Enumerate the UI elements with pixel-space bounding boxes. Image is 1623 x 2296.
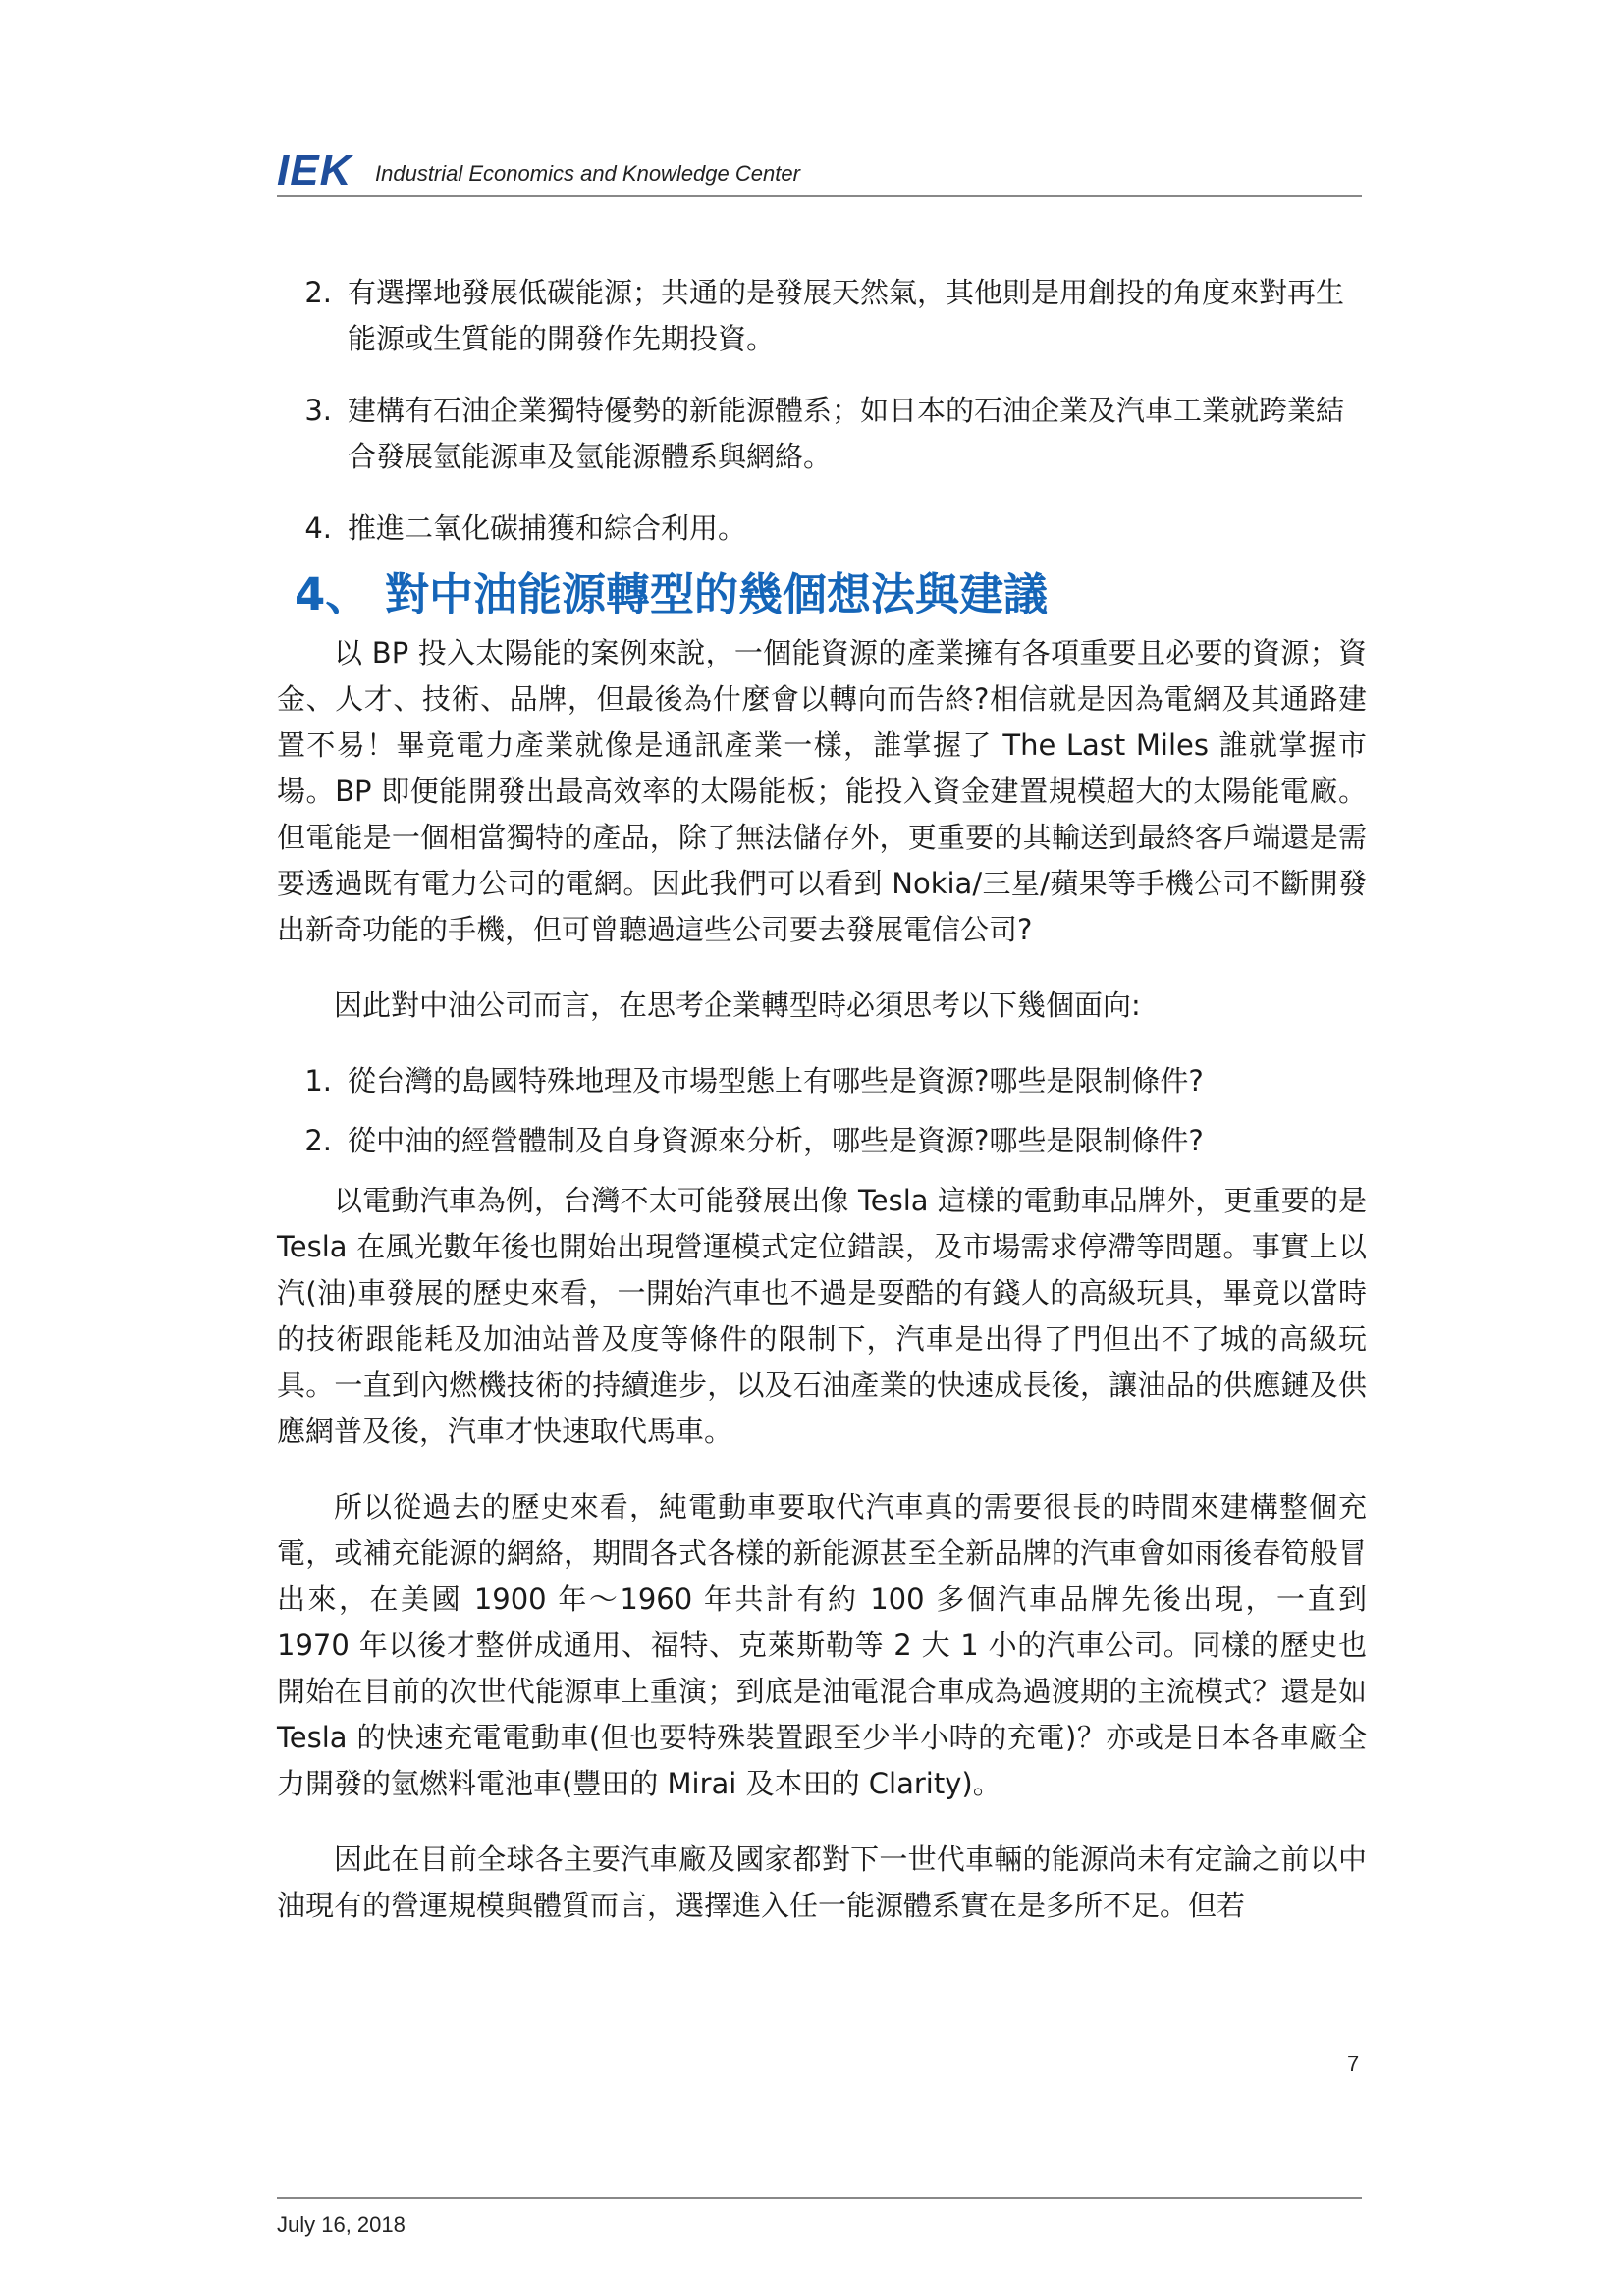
footer-date: July 16, 2018: [277, 2213, 406, 2237]
header-divider: [277, 195, 1362, 197]
list-item: [277, 1058, 1367, 1104]
page-number: 7: [1347, 2052, 1360, 2076]
paragraph: 以 BP 投入太陽能的案例來說，一個能資源的產業擁有各項重要且必要的資源；資金、人才、技術、品牌，但最後為什麼會以轉向而告終?相信就是因為電網及其通路建置不易！畢竟電力產業就像是通訊產業一樣，誰掌握了 The Last Miles 誰就掌握市場。BP 即便能開發出最高效率的太陽能板；能投入資金建置規模超大的太陽能電廠。但電能是一個相當獨特的產品，除了無法儲存外，更重要的其輸送到最終客戶端還是需要透過既有電力公司的電網。因此我們可以看到 Nokia/三星/蘋果等手機公司不斷開發出新奇功能的手機，但可曾聽過這些公司要去發展電信公司?: [277, 636, 1367, 946]
list-number: 2.: [304, 1124, 332, 1157]
list-item: [277, 506, 1367, 552]
list-number: 1.: [304, 1064, 332, 1097]
list-text: 建構有石油企業獨特優勢的新能源體系；如日本的石油企業及汽車工業就跨業結合發展氫能源車及氫能源體系與網絡。: [348, 394, 1345, 473]
paragraph: 因此對中油公司而言，在思考企業轉型時必須思考以下幾個面向:: [334, 988, 1141, 1022]
list-text: 從中油的經營體制及自身資源來分析，哪些是資源?哪些是限制條件?: [348, 1124, 1204, 1157]
document-body: [277, 270, 1367, 1958]
list-text: 從台灣的島國特殊地理及市場型態上有哪些是資源?哪些是限制條件?: [348, 1064, 1204, 1097]
paragraph: 因此在目前全球各主要汽車廠及國家都對下一世代車輛的能源尚未有定論之前以中油現有的營運規模與體質而言，選擇進入任一能源體系實在是多所不足。但若: [277, 1842, 1367, 1922]
list-item: [277, 270, 1367, 362]
list-number: 2.: [304, 276, 332, 309]
section-heading: 4、 對中油能源轉型的幾個想法與建議: [295, 568, 1048, 620]
list-text: 有選擇地發展低碳能源；共通的是發展天然氣，其他則是用創投的角度來對再生能源或生質能的開發作先期投資。: [348, 276, 1345, 355]
list-number: 4.: [304, 511, 332, 545]
list-item: [277, 1118, 1367, 1164]
list-item: [277, 388, 1367, 480]
paragraph: 以電動汽車為例，台灣不太可能發展出像 Tesla 這樣的電動車品牌外，更重要的是 Tesla 在風光數年後也開始出現營運模式定位錯誤，及市場需求停滯等問題。事實上以汽(油)車發展的歷史來看，一開始汽車也不過是耍酷的有錢人的高級玩具，畢竟以當時的技術跟能耗及加油站普及度等條件的限制下，汽車是出得了門但出不了城的高級玩具。一直到內燃機技術的持續進步，以及石油產業的快速成長後，讓油品的供應鏈及供應網普及後，汽車才快速取代馬車。: [277, 1184, 1367, 1448]
footer-divider: [277, 2197, 1362, 2199]
iek-logo: IEK: [277, 146, 352, 194]
paragraph: 所以從過去的歷史來看，純電動車要取代汽車真的需要很長的時間來建構整個充電，或補充能源的網絡，期間各式各樣的新能源甚至全新品牌的汽車會如雨後春筍般冒出來，在美國 1900 年～1960 年共計有約 100 多個汽車品牌先後出現，一直到 1970 年以後才整併成通用、福特、克萊斯勒等 2 大 1 小的汽車公司。同樣的歷史也開始在目前的次世代能源車上重演；到底是油電混合車成為過渡期的主流模式？還是如 Tesla 的快速充電電動車(但也要特殊裝置跟至少半小時的充電)？亦或是日本各車廠全力開發的氫燃料電池車(豐田的 Mirai 及本田的 Clarity)。: [277, 1490, 1367, 1800]
page-header: [277, 147, 1362, 194]
header-title: Industrial Economics and Knowledge Center: [375, 161, 800, 186]
list-text: 推進二氧化碳捕獲和綜合利用。: [348, 511, 747, 545]
list-number: 3.: [304, 394, 332, 427]
